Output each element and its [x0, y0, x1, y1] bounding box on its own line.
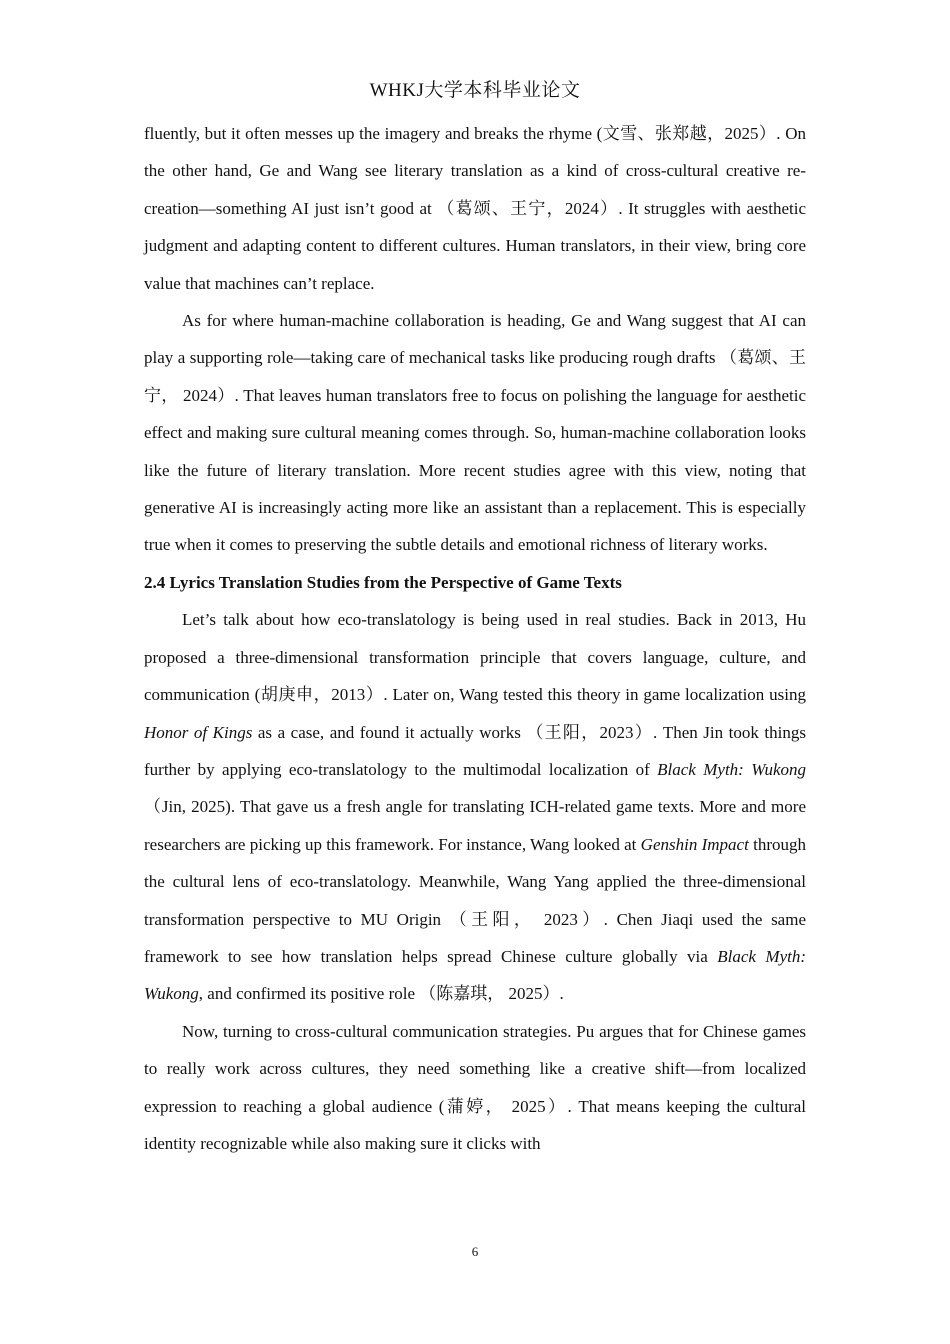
page-number: 6: [471, 1244, 479, 1259]
paragraph-eco-translatology: [144, 601, 806, 1012]
text-run: （Jin, 2025). That gave us a fresh angle for translating ICH-related game texts. More and more researchers are picking up this framework. For instance, Wang looked at: [144, 797, 806, 854]
game-title-black-myth: Black Myth: Wukong: [657, 759, 807, 779]
text-run: Let’s talk about how eco-translatology is being used in real studies. Back in 2013, Hu proposed a three-dimensional transformation principle that covers language, culture, and communication (胡庚申，2013）. Later on, Wang tested this theory in game localization using: [144, 610, 806, 705]
text-run: through the cultural lens of eco-translatology. Meanwhile, Wang Yang applied the three-dimensional transformation perspective to MU Origin （王阳， 2023）. Chen Jiaqi used the same framework to see how translation helps spread Chinese culture globally via: [144, 834, 806, 966]
paragraph-collaboration: As for where human-machine collaboration is heading, Ge and Wang suggest that AI can play a supporting role—taking care of mechanical tasks like producing rough drafts （葛颂、王宁， 2024）. That leaves human translators free to focus on polishing the language for aesthetic effect and making sure cultural meaning comes through. So, human-machine collaboration looks like the future of literary translation. More recent studies agree with this view, noting that generative AI is increasingly acting more like an assistant than a replacement. This is especially true when it comes to preserving the subtle details and emotional richness of literary works.: [144, 311, 806, 555]
text-run: , and confirmed its positive role （陈嘉琪， 2025）.: [198, 984, 564, 1004]
body-text: [144, 115, 806, 1162]
running-header: WHKJ大学本科毕业论文: [369, 80, 581, 101]
section-heading: 2.4 Lyrics Translation Studies from the Perspective of Game Texts: [144, 572, 622, 592]
paragraph-continuation: fluently, but it often messes up the imagery and breaks the rhyme (文雪、张郑越，2025）. On the other hand, Ge and Wang see literary translation as a kind of cross-cultural creative re-creation—something AI just isn’t good at （葛颂、王宁，2024）. It struggles with aesthetic judgment and adapting content to different cultures. Human translators, in their view, bring core value that machines can’t replace.: [144, 124, 806, 293]
header-rule: [144, 103, 806, 104]
game-title-black-myth: Black Myth: Wukong: [144, 946, 806, 1004]
game-title-honor-of-kings: Honor of Kings: [144, 722, 253, 742]
text-run: as a case, and found it actually works （王阳，2023）. Then Jin took things further by applying eco-translatology to the multimodal localization of: [144, 722, 806, 779]
game-title-genshin-impact: Genshin Impact: [640, 834, 749, 854]
paragraph-cross-cultural: Now, turning to cross-cultural communication strategies. Pu argues that for Chinese games to really work across cultures, they need something like a creative shift—from localized expression to reaching a global audience (蒲婷， 2025）. That means keeping the cultural identity recognizable while also making sure it clicks with: [144, 1021, 806, 1153]
